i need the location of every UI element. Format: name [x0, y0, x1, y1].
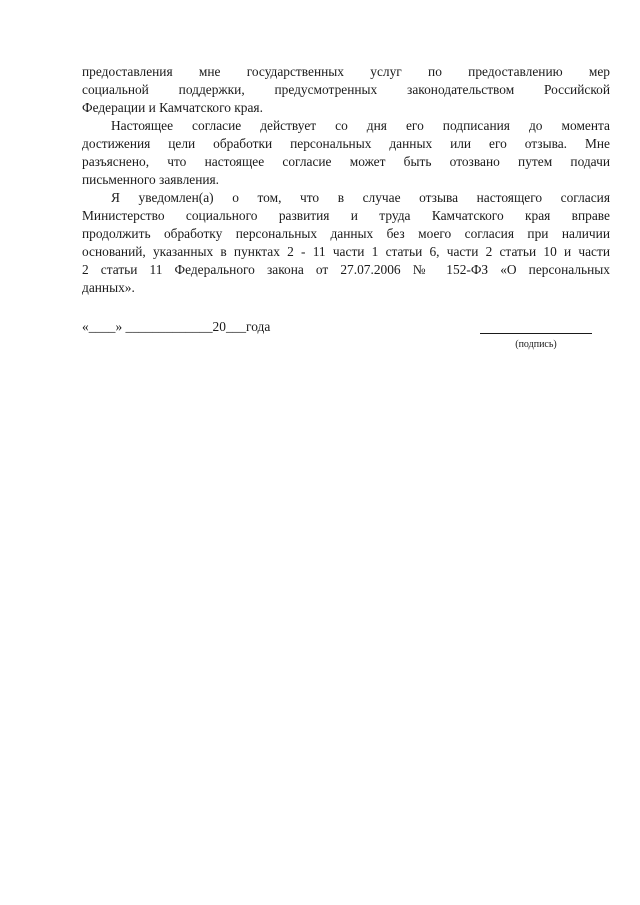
- paragraph-3-line-1: Я уведомлен(а) о том, что в случае отзыва настоящего согласия: [111, 190, 610, 205]
- paragraph-3-line-4: оснований, указанных в пунктах 2 - 11 части 1 статьи 6, части 2 статьи 10 и части: [82, 244, 610, 259]
- paragraph-3-line-6: данных».: [82, 280, 135, 295]
- paragraph-2-line-3: разъяснено, что настоящее согласие может быть отозвано путем подачи: [82, 154, 610, 169]
- paragraph-2-line-4: письменного заявления.: [82, 172, 220, 187]
- paragraph-3-line-3: продолжить обработку персональных данных без моего согласия при наличии: [82, 226, 610, 241]
- paragraph-1-line-2: социальной поддержки, предусмотренных законодательством Российской: [82, 82, 610, 97]
- signature-caption: (подпись): [515, 339, 557, 350]
- paragraph-3-line-5: 2 статьи 11 Федерального закона от 27.07.2006 № 152-ФЗ «О персональных: [82, 262, 610, 277]
- paragraph-1-line-3: Федерации и Камчатского края.: [82, 100, 263, 115]
- date-line: «____» _____________20___года: [82, 319, 271, 334]
- paragraph-1-line-1: предоставления мне государственных услуг по предоставлению мер: [82, 64, 610, 79]
- paragraph-2-line-2: достижения цели обработки персональных данных или его отзыва. Мне: [82, 136, 610, 151]
- paragraph-2-line-1: Настоящее согласие действует со дня его подписания до момента: [111, 118, 610, 133]
- signature-line: [480, 333, 592, 334]
- paragraph-3-line-2: Министерство социального развития и труда Камчатского края вправе: [82, 208, 610, 223]
